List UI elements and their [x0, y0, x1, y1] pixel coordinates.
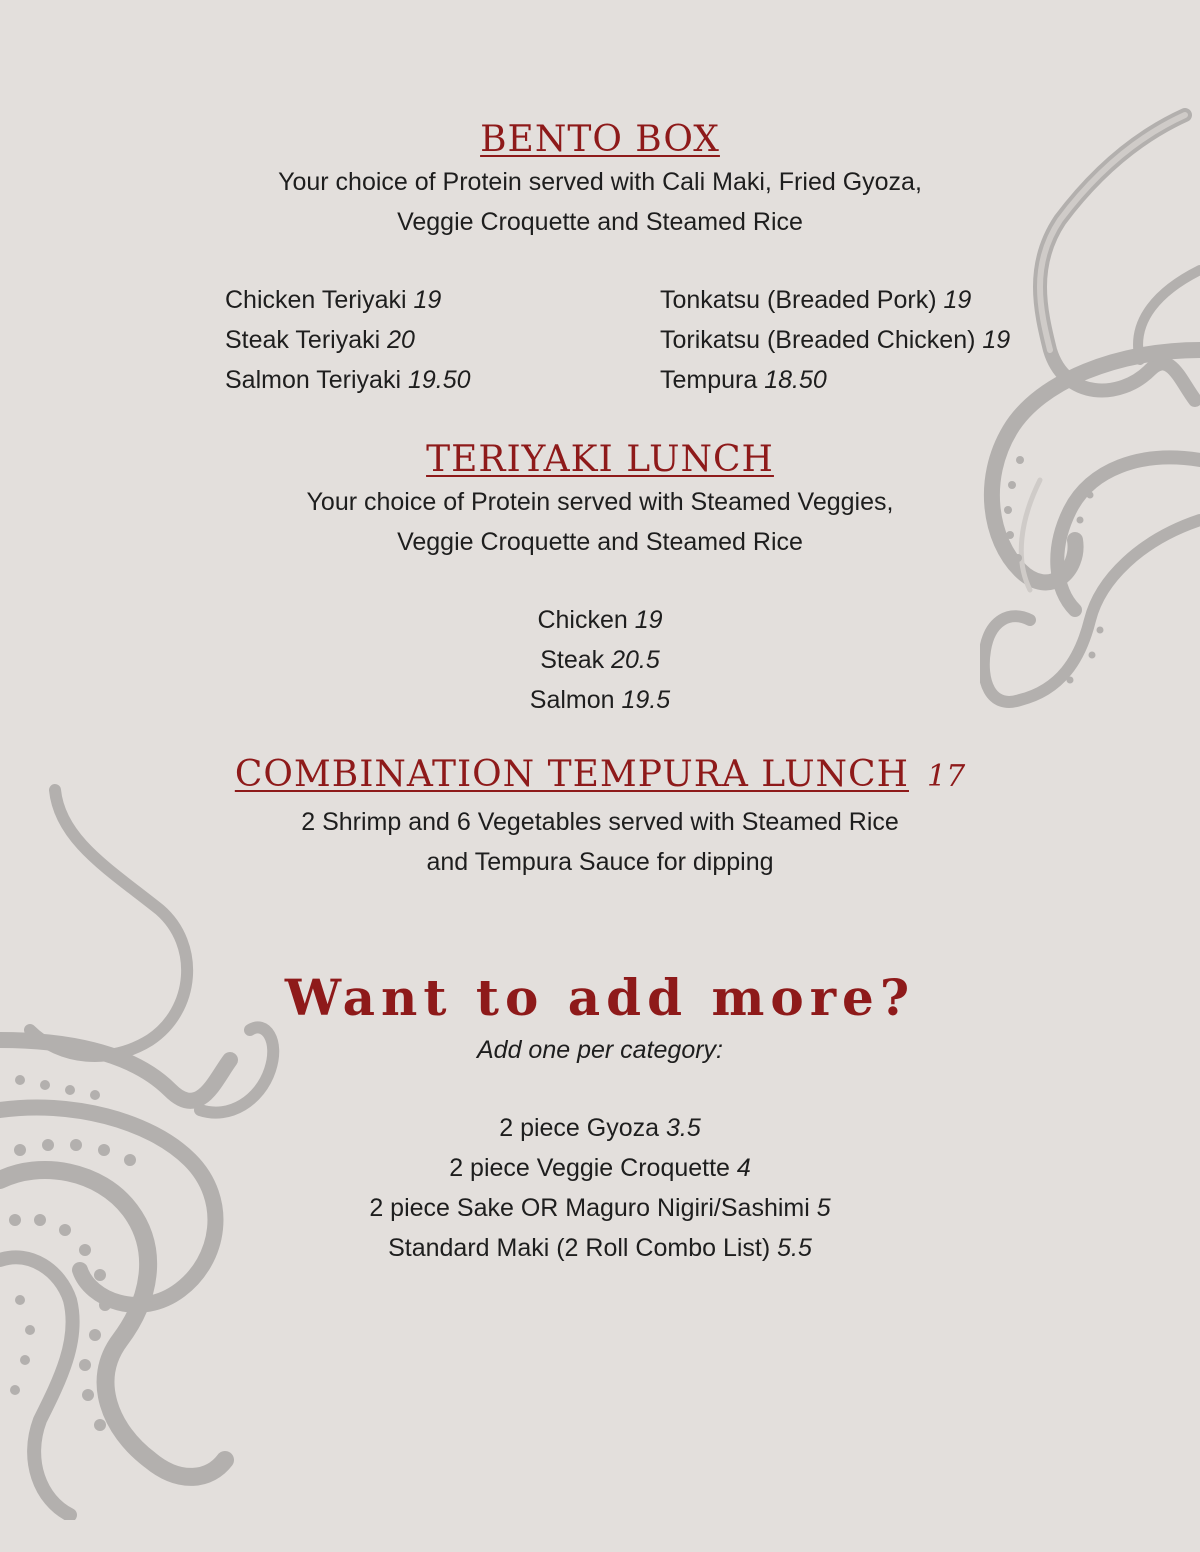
combo-desc-line-1: 2 Shrimp and 6 Vegetables served with Steamed Rice — [301, 808, 899, 836]
bento-box-description — [0, 162, 1200, 242]
item-price: 19 — [943, 286, 972, 314]
bento-box-heading-text: BENTO BOX — [480, 119, 720, 160]
menu-item — [0, 1108, 1200, 1148]
menu-item — [225, 360, 471, 400]
bento-items-left — [225, 280, 471, 400]
item-price: 20 — [387, 326, 415, 354]
combo-price: 17 — [926, 759, 966, 794]
teriyaki-heading-text: TERIYAKI LUNCH — [426, 439, 774, 480]
menu-item — [225, 280, 471, 320]
item-price: 20.5 — [611, 646, 660, 674]
item-name: Tonkatsu (Breaded Pork) — [660, 286, 937, 314]
item-price: 19 — [413, 286, 442, 314]
item-price: 19.5 — [621, 686, 671, 714]
teriyaki-desc-line-2: Veggie Croquette and Steamed Rice — [397, 528, 803, 556]
menu-item — [0, 600, 1200, 640]
menu-item — [0, 680, 1200, 720]
add-more-subtitle: Add one per category: — [477, 1036, 723, 1064]
item-name: 2 piece Gyoza — [499, 1114, 660, 1142]
teriyaki-description — [0, 482, 1200, 562]
combo-heading-text: COMBINATION TEMPURA LUNCH — [234, 754, 909, 795]
item-name: Salmon Teriyaki — [225, 366, 402, 394]
item-name: Tempura — [660, 366, 758, 394]
combo-desc-line-2: and Tempura Sauce for dipping — [426, 848, 774, 876]
item-price: 5.5 — [777, 1234, 812, 1262]
menu-item — [660, 320, 1010, 360]
menu-item — [0, 1228, 1200, 1268]
menu-item — [225, 320, 471, 360]
teriyaki-items — [0, 600, 1200, 720]
teriyaki-lunch-title — [0, 440, 1200, 480]
item-name: Chicken — [537, 606, 628, 634]
item-name: Standard Maki (2 Roll Combo List) — [388, 1234, 771, 1262]
item-name: 2 piece Sake OR Maguro Nigiri/Sashimi — [369, 1194, 810, 1222]
item-price: 5 — [816, 1194, 831, 1222]
bento-box-title — [0, 120, 1200, 160]
item-name: Salmon — [529, 686, 615, 714]
menu-item — [0, 1148, 1200, 1188]
item-price: 3.5 — [666, 1114, 701, 1142]
menu-item — [660, 360, 1010, 400]
menu-item — [0, 640, 1200, 680]
add-more-title: Want to add more? — [284, 968, 916, 1027]
item-name: Steak Teriyaki — [225, 326, 381, 354]
item-price: 19 — [634, 606, 663, 634]
teriyaki-desc-line-1: Your choice of Protein served with Steamed Veggies, — [306, 488, 894, 516]
combo-description — [0, 802, 1200, 882]
menu-item — [0, 1188, 1200, 1228]
item-price: 4 — [736, 1154, 751, 1182]
bento-items-right — [660, 280, 1010, 400]
menu-item — [660, 280, 1010, 320]
item-price: 19.50 — [407, 366, 471, 394]
item-price: 19 — [982, 326, 1011, 354]
item-name: Torikatsu (Breaded Chicken) — [660, 326, 976, 354]
item-name: Steak — [540, 646, 605, 674]
add-more-items — [0, 1108, 1200, 1268]
bento-desc-line-1: Your choice of Protein served with Cali Maki, Fried Gyoza, — [278, 168, 922, 196]
combination-tempura-title — [0, 755, 1200, 797]
bento-desc-line-2: Veggie Croquette and Steamed Rice — [397, 208, 803, 236]
item-price: 18.50 — [764, 366, 827, 394]
item-name: Chicken Teriyaki — [225, 286, 407, 314]
item-name: 2 piece Veggie Croquette — [449, 1154, 730, 1182]
